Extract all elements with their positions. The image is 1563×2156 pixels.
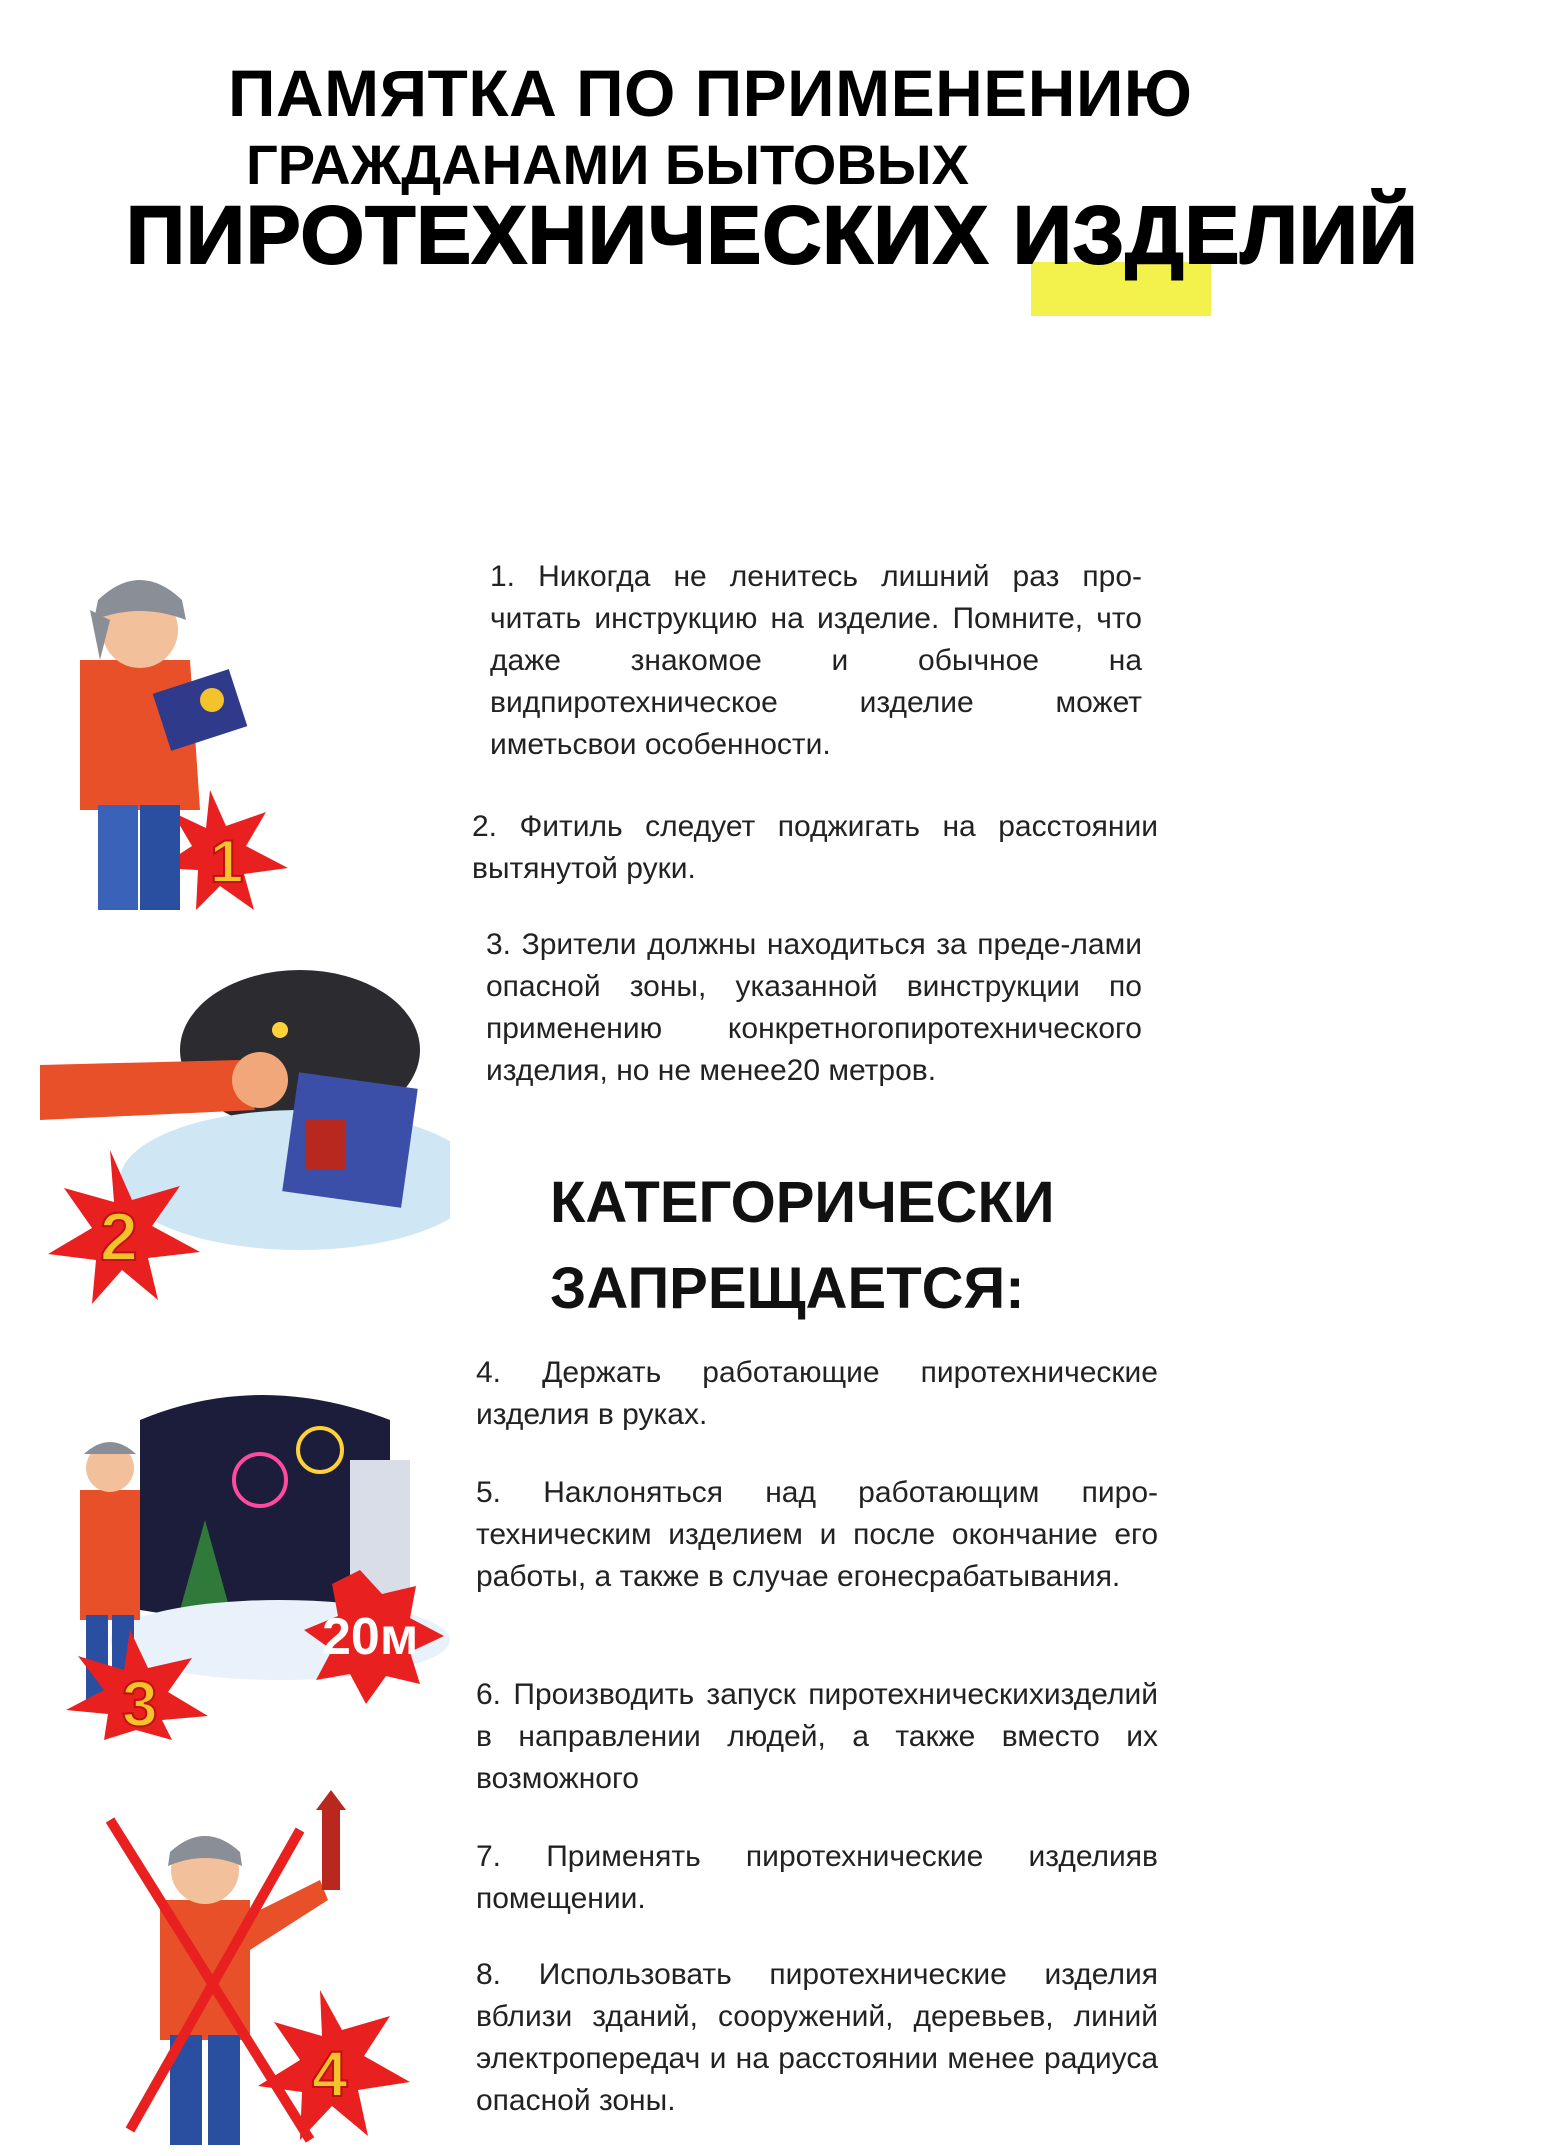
badge-2: 2 xyxy=(100,1199,138,1275)
prohibition-4: 4. Держать работающие пиротехнические изделия в руках. xyxy=(476,1356,1158,1431)
prohibited-heading-line-1: КАТЕГОРИЧЕСКИ xyxy=(550,1170,1055,1235)
rule-1: 1. Никогда не ленитесь лишний раз про-читать инструкцию на изделие. Помните, что даже знакомое и обычное на видпиротехническое изделие может иметьсвои особенности. xyxy=(490,560,1142,761)
illustration-reading-instructions xyxy=(40,550,340,910)
illustration-holding-firework-forbidden xyxy=(90,1790,450,2150)
title-line-1: ПАМЯТКА ПО ПРИМЕНЕНИЮ xyxy=(228,56,1193,130)
illustration-safe-distance xyxy=(60,1380,450,1740)
badge-4: 4 xyxy=(312,2038,348,2110)
badge-1: 1 xyxy=(210,828,244,895)
prohibited-heading xyxy=(550,1160,1055,1332)
badge-3: 3 xyxy=(122,1668,158,1740)
illustration-lighting-fuse xyxy=(40,970,450,1310)
title-line-2: ГРАЖДАНАМИ БЫТОВЫХ xyxy=(246,133,969,196)
distance-badge: 20м xyxy=(322,1608,419,1666)
prohibition-6: 6. Производить запуск пиротехническихизделий в направлении людей, а также вместо их возможного xyxy=(476,1678,1158,1795)
title-line-3: ПИРОТЕХНИЧЕСКИХ ИЗДЕЛИЙ xyxy=(126,190,1419,281)
prohibition-5: 5. Наклоняться над работающим пиро-техническим изделием и после окончание его работы, а также в случае егонесрабатывания. xyxy=(476,1476,1158,1593)
prohibition-8: 8. Использовать пиротехнические изделия вблизи зданий, сооружений, деревьев, линий электропередач и на расстоянии менее радиуса опасной зоны. xyxy=(476,1958,1158,2117)
rule-2: 2. Фитиль следует поджигать на расстоянии вытянутой руки. xyxy=(472,810,1158,885)
prohibition-7: 7. Применять пиротехнические изделияв помещении. xyxy=(476,1840,1158,1915)
prohibited-heading-line-2: ЗАПРЕЩАЕТСЯ: xyxy=(550,1256,1025,1321)
rule-3: 3. Зрители должны находиться за преде-лами опасной зоны, указанной винструкции по применению конкретногопиротехнического изделия, но не менее20 метров. xyxy=(486,928,1142,1087)
